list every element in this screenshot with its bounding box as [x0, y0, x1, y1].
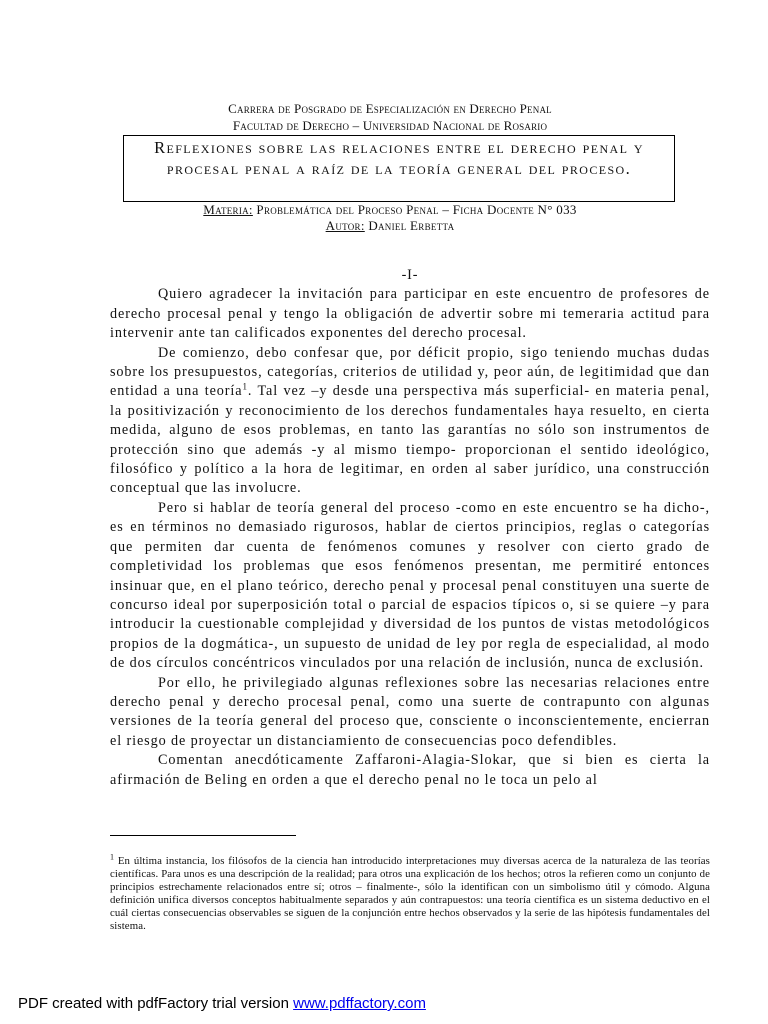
- subject-line: [100, 202, 680, 218]
- paragraph-4: Por ello, he privilegiado algunas reflexiones sobre las necesarias relaciones entre derecho penal y derecho procesal penal, como una suerte de contrapunto con algunas versiones de la teoría general del proceso que, consciente o inconscientemente, encierran el riesgo de proyectar un distanciamiento de consecuencias poco defendibles.: [110, 674, 710, 749]
- section-numeral: -I-: [401, 267, 419, 283]
- document-title: Reflexiones sobre las relaciones entre el derecho penal y procesal penal a raíz de la teoría general del proceso.: [123, 135, 675, 202]
- faculty-line: Facultad de Derecho – Universidad Nacional de Rosario: [232, 118, 548, 133]
- paragraph-1: Quiero agradecer la invitación para participar en este encuentro de profesores de derecho procesal penal y tengo la obligación de advertir sobre mi temeraria actitud para intervenir ante tan calificados exponentes del derecho procesal.: [110, 286, 710, 342]
- paragraph-2-part-a: De comienzo, debo confesar que, por déficit propio, sigo teniendo muchas dudas sobre los presupuestos, categorías, criterios de utilidad y, peor aún, de legitimidad que dan entidad a una teoría: [110, 344, 710, 400]
- footnote-reference[interactable]: 1: [242, 381, 248, 392]
- footnote: [110, 852, 710, 933]
- program-line: Carrera de Posgrado de Especialización en Derecho Penal: [228, 101, 552, 116]
- author-line: [100, 218, 680, 234]
- paragraph-2: [110, 344, 710, 499]
- pdf-footer: [18, 995, 426, 1012]
- footnote-text: En última instancia, los filósofos de la ciencia han introducido interpretaciones muy diversas acerca de la naturaleza de las teorías científicas. Para unos es una descripción de la realidad; para otros una explicación de los hechos; otros la refieren como un conjunto de principios estrechamente relacionados entre sí; otros – finalmente-, sólo la identifican con un simbolismo útil y cómodo. Alguna definición unifica diversos conceptos habitualmente separados y aún contrapuestos: una teoría científica es un sistema deductivo en el cuál ciertas consecuencias observables se siguen de la conjunción entre hechos observados y la serie de las hipótesis fundamentales del sistema.: [110, 855, 710, 932]
- pdffactory-link[interactable]: www.pdffactory.com: [293, 995, 426, 1012]
- footnote-divider: [110, 835, 296, 836]
- subject-value: Problemática del Proceso Penal – Ficha Docente N° 033: [252, 202, 577, 217]
- footnote-number: 1: [110, 852, 115, 862]
- author-value: Daniel Erbetta: [364, 218, 455, 233]
- paragraph-3: Pero si hablar de teoría general del proceso -como en este encuentro se ha dicho-, es en términos no demasiado rigurosos, hablar de ciertos principios, reglas o categorías que permiten dar cuenta de fenómenos comunes y resolver con cierto grado de completividad los problemas que esos fenómenos presentan, me permitiré entonces insinuar que, en el plano teórico, derecho penal y procesal penal constituyen una suerte de concurso ideal por superposición total o parcial de espacios típicos o, si se quiere –y para introducir la cuestionable complejidad y diversidad de los puntos de vistas metodológicos propios de la dogmática-, un supuesto de unidad de ley por regla de especialidad, al modo de dos círculos concéntricos vinculados por una relación de inclusión, nunca de exclusión.: [110, 499, 710, 672]
- footer-text: PDF created with pdfFactory trial version: [18, 995, 294, 1012]
- paragraph-5: Comentan anecdóticamente Zaffaroni-Alagia-Slokar, que si bien es cierta la afirmación de Beling en orden a que el derecho penal no le toca un pelo al: [110, 752, 710, 788]
- subject-label: Materia:: [203, 202, 253, 217]
- author-label: Autor:: [325, 218, 365, 233]
- course-header: [100, 100, 680, 134]
- paragraph-2-part-b: . Tal vez –y desde una perspectiva más superficial- en materia penal, la positivización y reconocimiento de los derechos fundamentales haya resuelto, en cierta medida, alguno de esos problemas, en tanto las garantías no sólo son instrumentos de protección sino que además -y al mismo tiempo- proporcionan el sentido ideológico, filosófico y político a la hora de legitimar, en orden al saber jurídico, una construcción conceptual que las involucre.: [110, 383, 710, 497]
- body-text: [110, 266, 710, 790]
- document-meta: [100, 202, 680, 234]
